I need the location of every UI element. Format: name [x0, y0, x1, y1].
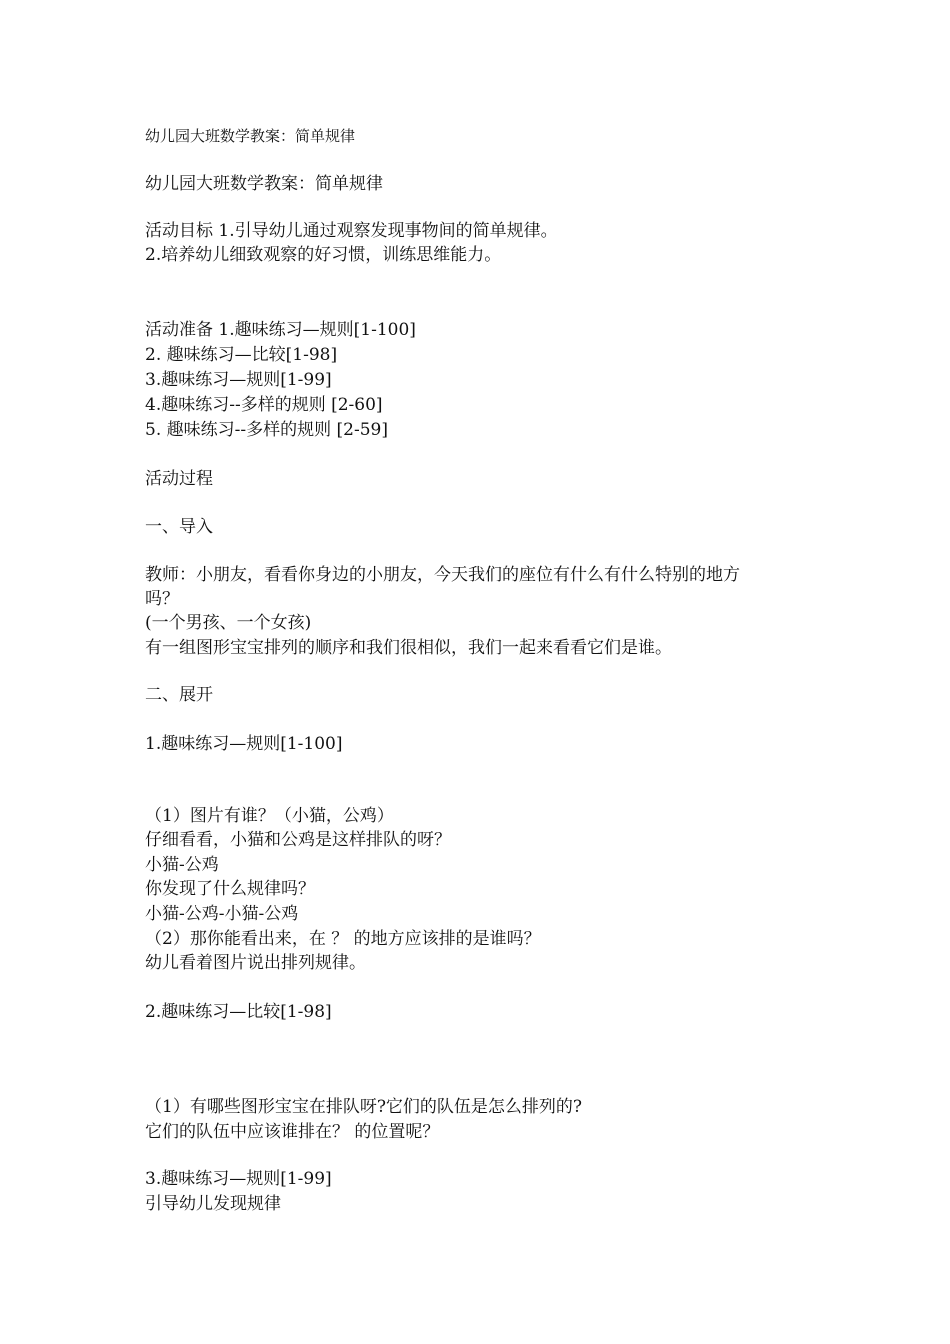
- exercise-1-line-2: 仔细看看，小猫和公鸡是这样排队的呀？: [145, 830, 451, 850]
- prep-line-1: 活动准备 1.趣味练习—规则[1-100]: [145, 320, 416, 340]
- prep-line-2: 2. 趣味练习—比较[1-98]: [145, 345, 338, 365]
- document-title: 幼儿园大班数学教案：简单规律: [145, 174, 383, 194]
- intro-line-3: (一个男孩、一个女孩): [145, 613, 312, 633]
- exercise-1-line-7: 幼儿看着图片说出排列规律。: [145, 953, 366, 973]
- exercise-2-title: 2.趣味练习—比较[1-98]: [145, 1002, 332, 1022]
- exercise-1-line-5: 小猫-公鸡-小猫-公鸡: [145, 904, 299, 924]
- prep-line-3: 3.趣味练习—规则[1-99]: [145, 370, 332, 390]
- prep-line-5: 5. 趣味练习--多样的规则 [2-59]: [145, 420, 388, 440]
- intro-line-2: 吗？: [145, 589, 179, 609]
- exercise-2-line-1: （1）有哪些图形宝宝在排队呀?它们的队伍是怎么排列的?: [145, 1097, 583, 1117]
- process-heading: 活动过程: [145, 469, 213, 489]
- exercise-1-line-6: （2）那你能看出来，在 ？ 的地方应该排的是谁吗？: [145, 929, 541, 949]
- exercise-1-line-3: 小猫-公鸡: [145, 855, 219, 875]
- exercise-2-line-2: 它们的队伍中应该谁排在？ 的位置呢？: [145, 1122, 440, 1142]
- intro-line-4: 有一组图形宝宝排列的顺序和我们很相似，我们一起来看看它们是谁。: [145, 638, 672, 658]
- intro-line-1: 教师：小朋友，看看你身边的小朋友，今天我们的座位有什么有什么特别的地方: [145, 565, 740, 585]
- exercise-3-line-1: 引导幼儿发现规律: [145, 1194, 281, 1214]
- exercise-1-line-4: 你发现了什么规律吗？: [145, 879, 315, 899]
- small-title: 幼儿园大班数学教案：简单规律: [145, 127, 356, 145]
- exercise-3-title: 3.趣味练习—规则[1-99]: [145, 1169, 332, 1189]
- intro-heading: 一、导入: [145, 517, 213, 537]
- expand-heading: 二、展开: [145, 685, 213, 705]
- goals-line-2: 2.培养幼儿细致观察的好习惯，训练思维能力。: [145, 245, 502, 265]
- exercise-1-title: 1.趣味练习—规则[1-100]: [145, 734, 343, 754]
- goals-line-1: 活动目标 1.引导幼儿通过观察发现事物间的简单规律。: [145, 221, 558, 241]
- exercise-1-line-1: （1）图片有谁？（小猫，公鸡）: [145, 806, 394, 826]
- prep-line-4: 4.趣味练习--多样的规则 [2-60]: [145, 395, 383, 415]
